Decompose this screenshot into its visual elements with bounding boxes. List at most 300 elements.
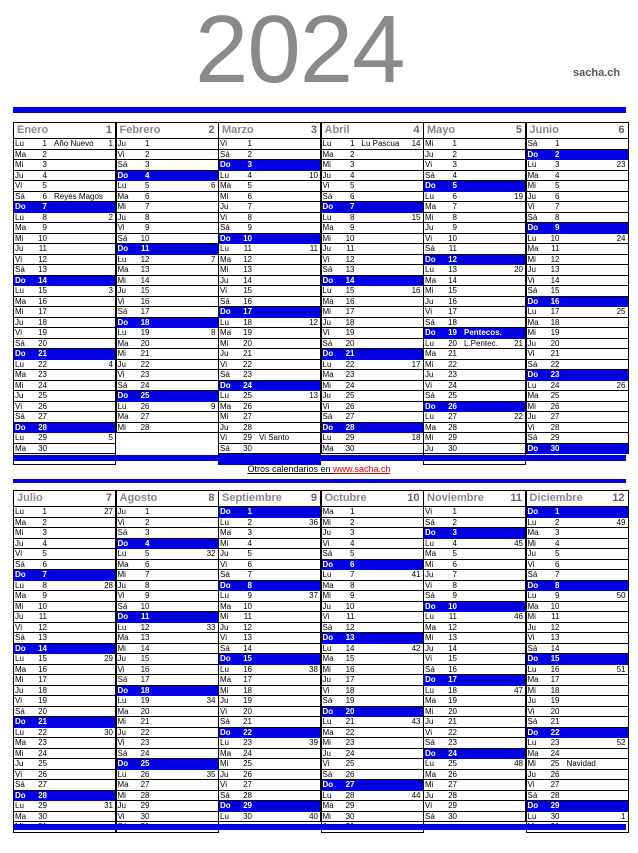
day-number: 27 xyxy=(38,780,47,789)
day-row xyxy=(424,202,525,213)
day-row xyxy=(219,507,320,518)
day-number: 22 xyxy=(345,359,355,369)
day-row xyxy=(527,686,628,697)
day-number: 10 xyxy=(345,601,355,611)
day-row xyxy=(117,244,218,255)
day-number: 26 xyxy=(140,769,150,779)
weekday-label: Vi xyxy=(117,223,125,232)
weekday-label: Mi xyxy=(527,254,536,264)
weekday-label: Ma xyxy=(425,549,437,558)
day-row xyxy=(424,160,525,171)
day-row xyxy=(117,602,218,613)
day-row xyxy=(424,412,525,423)
weekday-label: Mi xyxy=(117,790,126,800)
day-number: 13 xyxy=(38,265,47,274)
weekday-label: Mi xyxy=(527,401,536,411)
day-row xyxy=(219,560,320,571)
day-number: 16 xyxy=(140,664,150,674)
day-number: 27 xyxy=(140,412,150,421)
weekday-label: Ju xyxy=(425,570,434,579)
weekday-label: Do xyxy=(220,580,231,590)
week-number: 31 xyxy=(104,801,113,810)
month-number: 3 xyxy=(310,124,317,136)
weekday-label: Ju xyxy=(117,212,126,222)
day-row xyxy=(14,759,115,770)
week-number: 52 xyxy=(616,738,626,747)
day-row xyxy=(117,423,218,434)
day-number: 17 xyxy=(550,675,560,684)
day-row xyxy=(424,181,525,192)
weekday-label: Ju xyxy=(117,654,126,663)
day-row xyxy=(322,307,423,318)
holiday-label: L.Pentec. xyxy=(464,338,498,348)
day-number: 18 xyxy=(38,685,47,695)
day-row xyxy=(424,328,525,339)
weekday-label: Do xyxy=(117,391,129,400)
weekday-label: Vi xyxy=(117,149,125,159)
day-number: 20 xyxy=(140,338,150,348)
day-row xyxy=(117,633,218,644)
weekday-label: Ma xyxy=(425,622,437,632)
day-row xyxy=(527,791,628,802)
month-number: 11 xyxy=(510,492,522,504)
weekday-label: Do xyxy=(322,422,334,432)
weekday-label: Sá xyxy=(527,359,538,369)
day-row xyxy=(117,728,218,739)
day-row xyxy=(117,171,218,182)
weekday-label: Mi xyxy=(15,160,24,169)
day-number: 21 xyxy=(140,349,150,358)
weekday-label: Mi xyxy=(425,359,434,369)
weekday-label: Do xyxy=(117,685,129,695)
day-number: 22 xyxy=(550,727,560,737)
day-row xyxy=(424,717,525,728)
weekday-label: Mi xyxy=(117,643,126,653)
day-number: 18 xyxy=(345,685,355,695)
day-number: 23 xyxy=(38,370,47,379)
day-number: 24 xyxy=(38,748,47,758)
day-row xyxy=(117,349,218,360)
day-row xyxy=(14,307,115,318)
day-row xyxy=(117,549,218,560)
day-row xyxy=(527,539,628,550)
day-row xyxy=(219,686,320,697)
day-number: 10 xyxy=(140,233,150,243)
week-number: 49 xyxy=(616,517,626,527)
weekday-label: Sá xyxy=(527,643,538,653)
weekday-label: Ju xyxy=(220,202,229,211)
weekday-label: Ju xyxy=(15,759,24,768)
week-number: 35 xyxy=(206,769,216,779)
day-number: 11 xyxy=(551,244,560,253)
day-row xyxy=(14,391,115,402)
day-number: 23 xyxy=(140,738,150,747)
day-row xyxy=(322,623,423,634)
weekday-label: Lu xyxy=(322,212,332,222)
weekday-label: Sá xyxy=(527,570,538,579)
week-number: 3 xyxy=(108,286,113,295)
day-number: 28 xyxy=(243,790,252,800)
weekday-label: Lu xyxy=(527,811,537,821)
week-number: 24 xyxy=(616,233,626,243)
weekday-label: Ju xyxy=(117,286,126,295)
day-row xyxy=(322,518,423,529)
day-row xyxy=(219,391,320,402)
day-number: 26 xyxy=(345,769,355,779)
month-number: 9 xyxy=(310,492,317,504)
weekday-label: Sá xyxy=(117,233,128,243)
middle-divider-top xyxy=(13,455,626,461)
weekday-label: Vi xyxy=(220,633,227,642)
weekday-label: Mi xyxy=(220,612,229,621)
month-name: Septiembre xyxy=(222,492,282,504)
weekday-label: Vi xyxy=(527,559,535,569)
day-number: 1 xyxy=(350,507,355,516)
day-number: 17 xyxy=(345,307,355,316)
week-number: 6 xyxy=(211,181,216,190)
weekday-label: Vi xyxy=(220,559,227,569)
day-row xyxy=(14,412,115,423)
month-name: Junio xyxy=(529,124,559,136)
week-number: 17 xyxy=(411,359,421,369)
day-row xyxy=(527,381,628,392)
day-row xyxy=(424,192,525,203)
day-number: 5 xyxy=(555,549,560,558)
day-number: 19 xyxy=(38,328,47,337)
day-number: 17 xyxy=(448,675,457,684)
day-number: 15 xyxy=(345,654,355,663)
day-row xyxy=(117,801,218,812)
weekday-label: Do xyxy=(220,507,231,516)
day-row xyxy=(527,749,628,760)
day-number: 21 xyxy=(38,349,47,358)
day-row xyxy=(117,139,218,150)
day-row xyxy=(424,738,525,749)
day-row xyxy=(219,360,320,371)
day-number: 9 xyxy=(42,591,47,600)
weekday-label: Sá xyxy=(527,790,538,800)
day-row xyxy=(527,171,628,182)
weekday-label: Lu xyxy=(322,790,332,800)
weekday-label: Lu xyxy=(322,643,332,653)
day-row xyxy=(527,612,628,623)
day-number: 3 xyxy=(350,160,355,169)
weekday-label: Do xyxy=(425,675,436,684)
day-number: 1 xyxy=(452,507,457,516)
day-number: 25 xyxy=(345,391,355,400)
day-number: 24 xyxy=(550,380,560,390)
day-number: 29 xyxy=(140,801,150,810)
weekday-label: Mi xyxy=(527,685,536,695)
day-row xyxy=(14,633,115,644)
day-row xyxy=(219,780,320,791)
day-number: 12 xyxy=(38,254,47,264)
weekday-label: Vi xyxy=(322,685,330,695)
day-row xyxy=(219,276,320,287)
weekday-label: Do xyxy=(220,801,231,810)
day-row xyxy=(219,255,320,266)
weekday-label: Lu xyxy=(117,696,127,705)
weekday-label: Mi xyxy=(527,759,536,768)
weekday-label: Do xyxy=(117,170,129,180)
day-row xyxy=(322,707,423,718)
week-number: 18 xyxy=(411,433,421,442)
weekday-label: Sá xyxy=(15,412,25,421)
day-number: 19 xyxy=(38,696,47,705)
day-row xyxy=(322,391,423,402)
day-row xyxy=(424,223,525,234)
day-number: 10 xyxy=(448,601,457,611)
day-number: 12 xyxy=(243,622,252,632)
day-row xyxy=(527,728,628,739)
day-row xyxy=(219,801,320,812)
day-number: 27 xyxy=(550,780,560,789)
month-agosto xyxy=(116,490,219,833)
day-number: 16 xyxy=(448,664,457,674)
day-number: 27 xyxy=(448,412,457,421)
day-row xyxy=(14,433,115,444)
day-number: 4 xyxy=(452,538,457,548)
day-number: 18 xyxy=(448,685,457,695)
day-row xyxy=(117,665,218,676)
day-number: 23 xyxy=(345,370,355,379)
day-row xyxy=(117,507,218,518)
weekday-label: Do xyxy=(425,748,436,758)
day-row xyxy=(14,539,115,550)
day-number: 14 xyxy=(140,275,150,285)
weekday-label: Lu xyxy=(425,685,434,695)
day-number: 28 xyxy=(550,422,560,432)
day-row xyxy=(527,360,628,371)
day-number: 17 xyxy=(38,307,47,316)
day-row xyxy=(219,549,320,560)
month-number: 6 xyxy=(618,124,625,136)
day-row xyxy=(527,717,628,728)
day-number: 24 xyxy=(243,748,252,758)
day-row xyxy=(322,381,423,392)
week-number: 1 xyxy=(621,811,626,821)
day-row xyxy=(14,717,115,728)
weekday-label: Lu xyxy=(425,338,434,348)
day-row xyxy=(117,160,218,171)
day-number: 15 xyxy=(550,654,560,663)
weekday-label: Vi xyxy=(220,212,227,222)
day-row xyxy=(322,812,423,823)
weekday-label: Ma xyxy=(220,528,232,537)
weekday-label: Mi xyxy=(15,748,24,758)
day-number: 8 xyxy=(555,212,560,222)
weekday-label: Ma xyxy=(425,202,437,211)
day-row xyxy=(219,423,320,434)
weekday-label: Lu xyxy=(527,591,537,600)
weekday-label: Lu xyxy=(220,317,229,327)
day-number: 16 xyxy=(140,296,150,306)
day-number: 19 xyxy=(243,328,252,337)
day-row xyxy=(424,213,525,224)
day-number: 24 xyxy=(448,748,457,758)
weekday-label: Sá xyxy=(15,265,25,274)
day-number: 30 xyxy=(550,443,560,453)
day-row xyxy=(322,738,423,749)
day-row xyxy=(14,265,115,276)
weekday-label: Ju xyxy=(117,507,126,516)
day-number: 21 xyxy=(38,717,47,726)
day-row xyxy=(527,297,628,308)
weekday-label: Mi xyxy=(425,559,434,569)
day-number: 24 xyxy=(140,748,150,758)
day-number: 29 xyxy=(38,801,47,810)
day-number: 3 xyxy=(555,528,560,537)
day-row xyxy=(14,171,115,182)
weekday-label: Mi xyxy=(322,591,331,600)
weekday-label: Sá xyxy=(220,570,230,579)
day-number: 22 xyxy=(448,359,457,369)
day-row xyxy=(527,412,628,423)
weekday-label: Lu xyxy=(117,549,127,558)
day-number: 9 xyxy=(555,223,560,232)
day-number: 9 xyxy=(555,591,560,600)
week-number: 42 xyxy=(411,643,421,653)
day-number: 14 xyxy=(550,643,560,653)
weekday-label: Mi xyxy=(322,307,331,316)
week-number: 33 xyxy=(206,622,216,632)
day-row xyxy=(527,633,628,644)
day-row xyxy=(527,770,628,781)
day-number: 3 xyxy=(42,160,47,169)
weekday-label: Ma xyxy=(425,422,437,432)
weekday-label: Lu xyxy=(117,769,127,779)
day-row xyxy=(14,328,115,339)
day-row xyxy=(527,286,628,297)
day-row xyxy=(424,139,525,150)
day-row xyxy=(14,518,115,529)
day-number: 25 xyxy=(140,391,150,400)
day-row xyxy=(117,213,218,224)
weekday-label: Lu xyxy=(117,181,127,190)
day-number: 15 xyxy=(38,654,47,663)
weekday-label: Mi xyxy=(220,338,229,348)
weekday-label: Sá xyxy=(117,748,128,758)
weekday-label: Ma xyxy=(322,507,334,516)
week-number: 34 xyxy=(206,696,216,705)
weekday-label: Ma xyxy=(117,338,129,348)
day-number: 22 xyxy=(243,359,252,369)
day-number: 18 xyxy=(140,685,150,695)
weekday-label: Vi xyxy=(15,401,22,411)
day-number: 15 xyxy=(448,654,457,663)
week-number: 16 xyxy=(411,286,421,295)
weekday-label: Ju xyxy=(425,790,434,800)
day-number: 11 xyxy=(38,244,47,253)
weekday-label: Ju xyxy=(322,748,331,758)
weekday-label: Vi xyxy=(220,139,227,148)
month-number: 7 xyxy=(105,492,112,504)
day-number: 5 xyxy=(350,181,355,190)
footer-site-link[interactable]: www.sacha.ch xyxy=(333,464,391,474)
day-number: 14 xyxy=(345,275,355,285)
day-row xyxy=(527,202,628,213)
year-title: 2024 xyxy=(195,0,405,103)
weekday-label: Lu xyxy=(425,759,434,768)
day-row xyxy=(527,339,628,350)
day-number: 1 xyxy=(555,139,560,148)
weekday-label: Ma xyxy=(322,443,334,453)
day-number: 23 xyxy=(140,370,150,379)
day-number: 28 xyxy=(345,422,355,432)
day-number: 19 xyxy=(448,328,457,337)
day-row xyxy=(117,707,218,718)
day-number: 29 xyxy=(345,801,355,810)
week-number: 25 xyxy=(616,307,626,316)
weekday-label: Sá xyxy=(117,307,128,316)
day-row xyxy=(117,192,218,203)
day-row xyxy=(219,654,320,665)
weekday-label: Sá xyxy=(322,622,333,632)
weekday-label: Ju xyxy=(322,391,331,400)
day-number: 19 xyxy=(243,696,252,705)
day-number: 30 xyxy=(38,811,47,821)
weekday-label: Sá xyxy=(322,191,333,201)
day-row xyxy=(322,675,423,686)
day-number: 6 xyxy=(350,191,355,201)
weekday-label: Mi xyxy=(117,349,126,358)
month-header xyxy=(527,122,628,139)
weekday-label: Sá xyxy=(117,675,128,684)
weekday-label: Do xyxy=(425,401,436,411)
week-number: 37 xyxy=(309,591,318,600)
day-row xyxy=(219,728,320,739)
weekday-label: Sá xyxy=(15,706,25,716)
weekday-label: Vi xyxy=(527,202,535,211)
day-row xyxy=(527,759,628,770)
weekday-label: Do xyxy=(425,181,436,190)
day-number: 29 xyxy=(243,801,252,810)
week-number: 7 xyxy=(211,254,216,264)
day-number: 8 xyxy=(145,580,150,590)
day-number: 11 xyxy=(243,244,252,253)
day-row xyxy=(117,686,218,697)
weekday-label: Ju xyxy=(117,580,126,590)
day-row xyxy=(527,812,628,823)
weekday-label: Lu xyxy=(425,612,434,621)
day-number: 25 xyxy=(550,759,560,768)
week-number: 14 xyxy=(411,139,421,148)
day-number: 27 xyxy=(243,412,252,421)
day-row xyxy=(117,770,218,781)
day-number: 29 xyxy=(38,433,47,442)
month-header xyxy=(322,490,423,507)
day-row xyxy=(14,612,115,623)
week-number: 40 xyxy=(309,811,318,821)
weekday-label: Sá xyxy=(322,769,333,779)
day-row xyxy=(527,391,628,402)
day-number: 1 xyxy=(350,139,355,148)
month-header xyxy=(219,490,320,507)
day-number: 11 xyxy=(141,612,150,621)
weekday-label: Lu xyxy=(322,286,332,295)
weekday-label: Vi xyxy=(322,401,330,411)
weekday-label: Vi xyxy=(425,307,432,316)
day-number: 2 xyxy=(145,517,150,527)
day-row xyxy=(424,244,525,255)
weekday-label: Do xyxy=(527,507,539,516)
weekday-label: Ju xyxy=(425,717,434,726)
weekday-label: Do xyxy=(425,601,436,611)
holiday-label: Vi Santo xyxy=(259,433,290,442)
day-number: 28 xyxy=(140,790,150,800)
weekday-label: Sá xyxy=(527,212,538,222)
day-number: 13 xyxy=(448,633,457,642)
